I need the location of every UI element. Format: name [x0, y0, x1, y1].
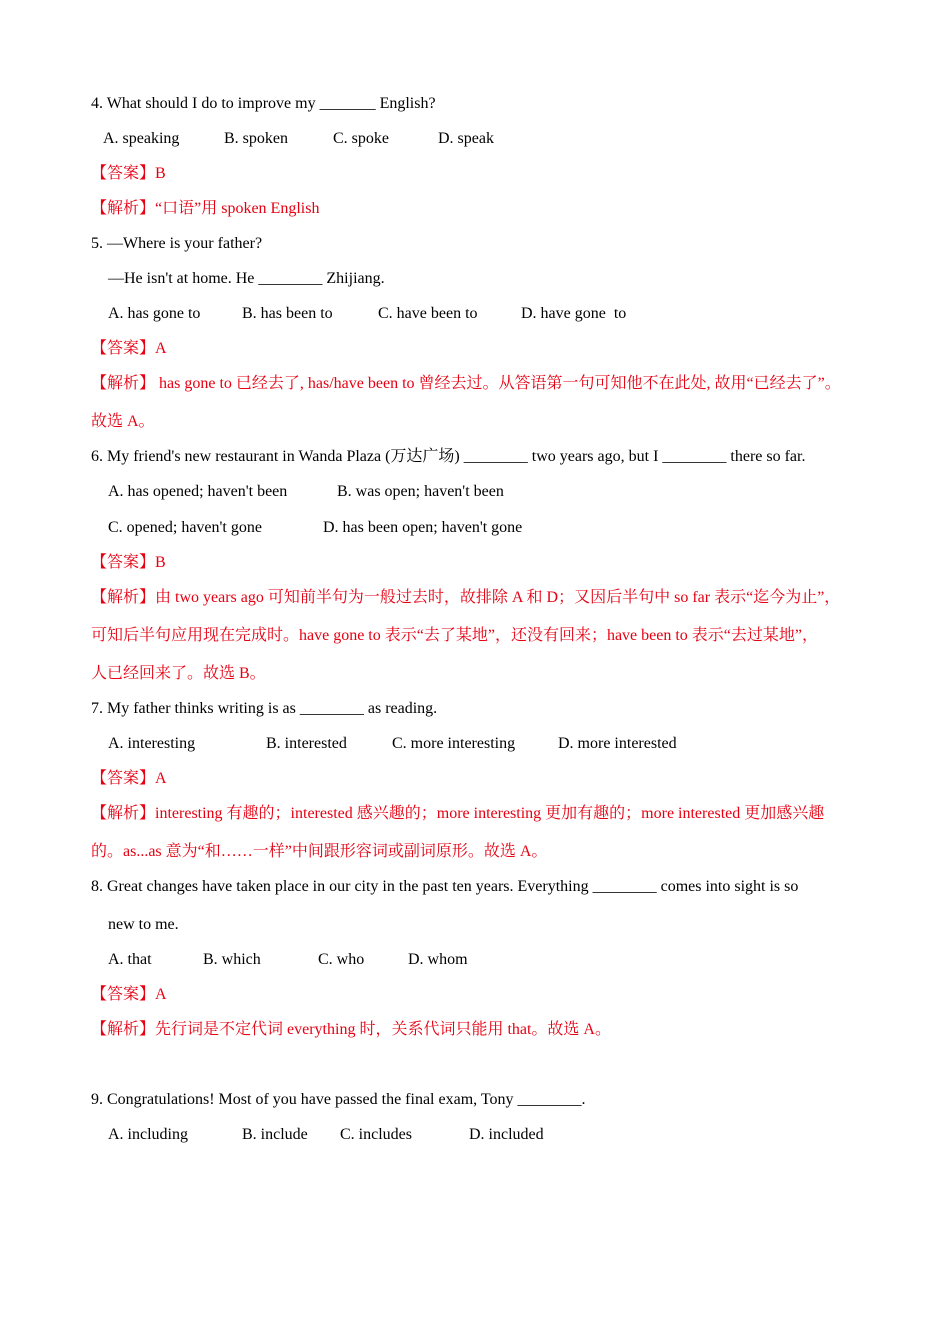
q4-answer — [91, 164, 166, 184]
answer-value: A — [155, 986, 167, 1003]
q7-analysis-line-1 — [91, 804, 824, 824]
analysis-text: “口语”用 spoken English — [155, 200, 320, 217]
q8-option-b: B. which — [203, 951, 261, 968]
q5-option-c: C. have been to — [378, 305, 478, 322]
q7-answer — [91, 769, 167, 789]
q8-analysis — [91, 1020, 611, 1040]
answer-tag: 【答案】 — [91, 770, 156, 787]
answer-value: A — [155, 340, 167, 357]
analysis-text: interesting 有趣的；interested 感兴趣的；more interesting 更加有趣的；more interested 更加感兴趣 — [155, 805, 825, 822]
analysis-text: 由 two years ago 可知前半句为一般过去时，故排除 A 和 D；又因后半句中 so far 表示“迄今为止”， — [155, 589, 841, 606]
analysis-tag: 【解析】 — [91, 200, 156, 217]
analysis-text: has gone to 已经去了, has/have been to 曾经去过。从答语第一句可知他不在此处, 故用“已经去了”。 — [155, 375, 841, 392]
q6-answer — [91, 553, 166, 573]
q5-option-d: D. have gone to — [521, 305, 627, 322]
q5-analysis-line-1 — [91, 374, 841, 394]
answer-value: B — [155, 165, 166, 182]
q7-option-a: A. interesting — [108, 735, 196, 752]
q8-answer — [91, 985, 167, 1005]
q5-option-a: A. has gone to — [108, 305, 201, 322]
q7-option-b: B. interested — [266, 735, 347, 752]
q7-stem: 7. My father thinks writing is as ________ as reading. — [91, 700, 438, 717]
q5-answer — [91, 339, 167, 359]
answer-value: A — [155, 770, 167, 787]
q9-stem: 9. Congratulations! Most of you have passed the final exam, Tony ________. — [91, 1091, 586, 1108]
q4-option-b: B. spoken — [224, 130, 288, 147]
answer-value: B — [155, 554, 166, 571]
answer-tag: 【答案】 — [91, 165, 156, 182]
q7-analysis-line-2: 的。as...as 意为“和……一样”中间跟形容词或副词原形。故选 A。 — [91, 843, 548, 860]
q5-analysis-line-2: 故选 A。 — [91, 413, 155, 430]
q8-option-c: C. who — [318, 951, 365, 968]
q9-option-d: D. included — [469, 1126, 544, 1143]
q6-analysis-line-1 — [91, 588, 840, 608]
q4-option-c: C. spoke — [333, 130, 389, 147]
q6-analysis-line-3: 人已经回来了。故选 B。 — [91, 665, 266, 682]
q4-stem: 4. What should I do to improve my _______ English? — [91, 95, 436, 112]
q6-stem: 6. My friend's new restaurant in Wanda Plaza (万达广场) ________ two years ago, but I ________ there so far. — [91, 448, 806, 465]
q6-option-c: C. opened; haven't gone — [108, 519, 262, 536]
q5-option-b: B. has been to — [242, 305, 333, 322]
q5-stem-2: —He isn't at home. He ________ Zhijiang. — [108, 270, 385, 287]
q6-option-b: B. was open; haven't been — [337, 483, 504, 500]
answer-tag: 【答案】 — [91, 554, 156, 571]
q8-stem: 8. Great changes have taken place in our city in the past ten years. Everything ________ comes into sight is so — [91, 878, 799, 895]
q4-option-d: D. speak — [438, 130, 494, 147]
q7-option-d: D. more interested — [558, 735, 677, 752]
q9-option-a: A. including — [108, 1126, 188, 1143]
q9-option-b: B. include — [242, 1126, 308, 1143]
q8-stem-2: new to me. — [108, 916, 179, 933]
q6-option-a: A. has opened; haven't been — [108, 483, 288, 500]
q7-option-c: C. more interesting — [392, 735, 516, 752]
analysis-tag: 【解析】 — [91, 805, 156, 822]
q9-option-c: C. includes — [340, 1126, 412, 1143]
analysis-tag: 【解析】 — [91, 1021, 156, 1038]
analysis-tag: 【解析】 — [91, 375, 156, 392]
q8-option-d: D. whom — [408, 951, 468, 968]
q4-analysis — [91, 199, 319, 219]
analysis-text: 先行词是不定代词 everything 时，关系代词只能用 that。故选 A。 — [155, 1021, 611, 1038]
answer-tag: 【答案】 — [91, 340, 156, 357]
q5-stem: 5. —Where is your father? — [91, 235, 263, 252]
q6-analysis-line-2: 可知后半句应用现在完成时。have gone to 表示“去了某地”，还没有回来；have been to 表示“去过某地”， — [91, 627, 819, 644]
q6-option-d: D. has been open; haven't gone — [323, 519, 523, 536]
q4-option-a: A. speaking — [103, 130, 180, 147]
answer-tag: 【答案】 — [91, 986, 156, 1003]
analysis-tag: 【解析】 — [91, 589, 156, 606]
q8-option-a: A. that — [108, 951, 152, 968]
